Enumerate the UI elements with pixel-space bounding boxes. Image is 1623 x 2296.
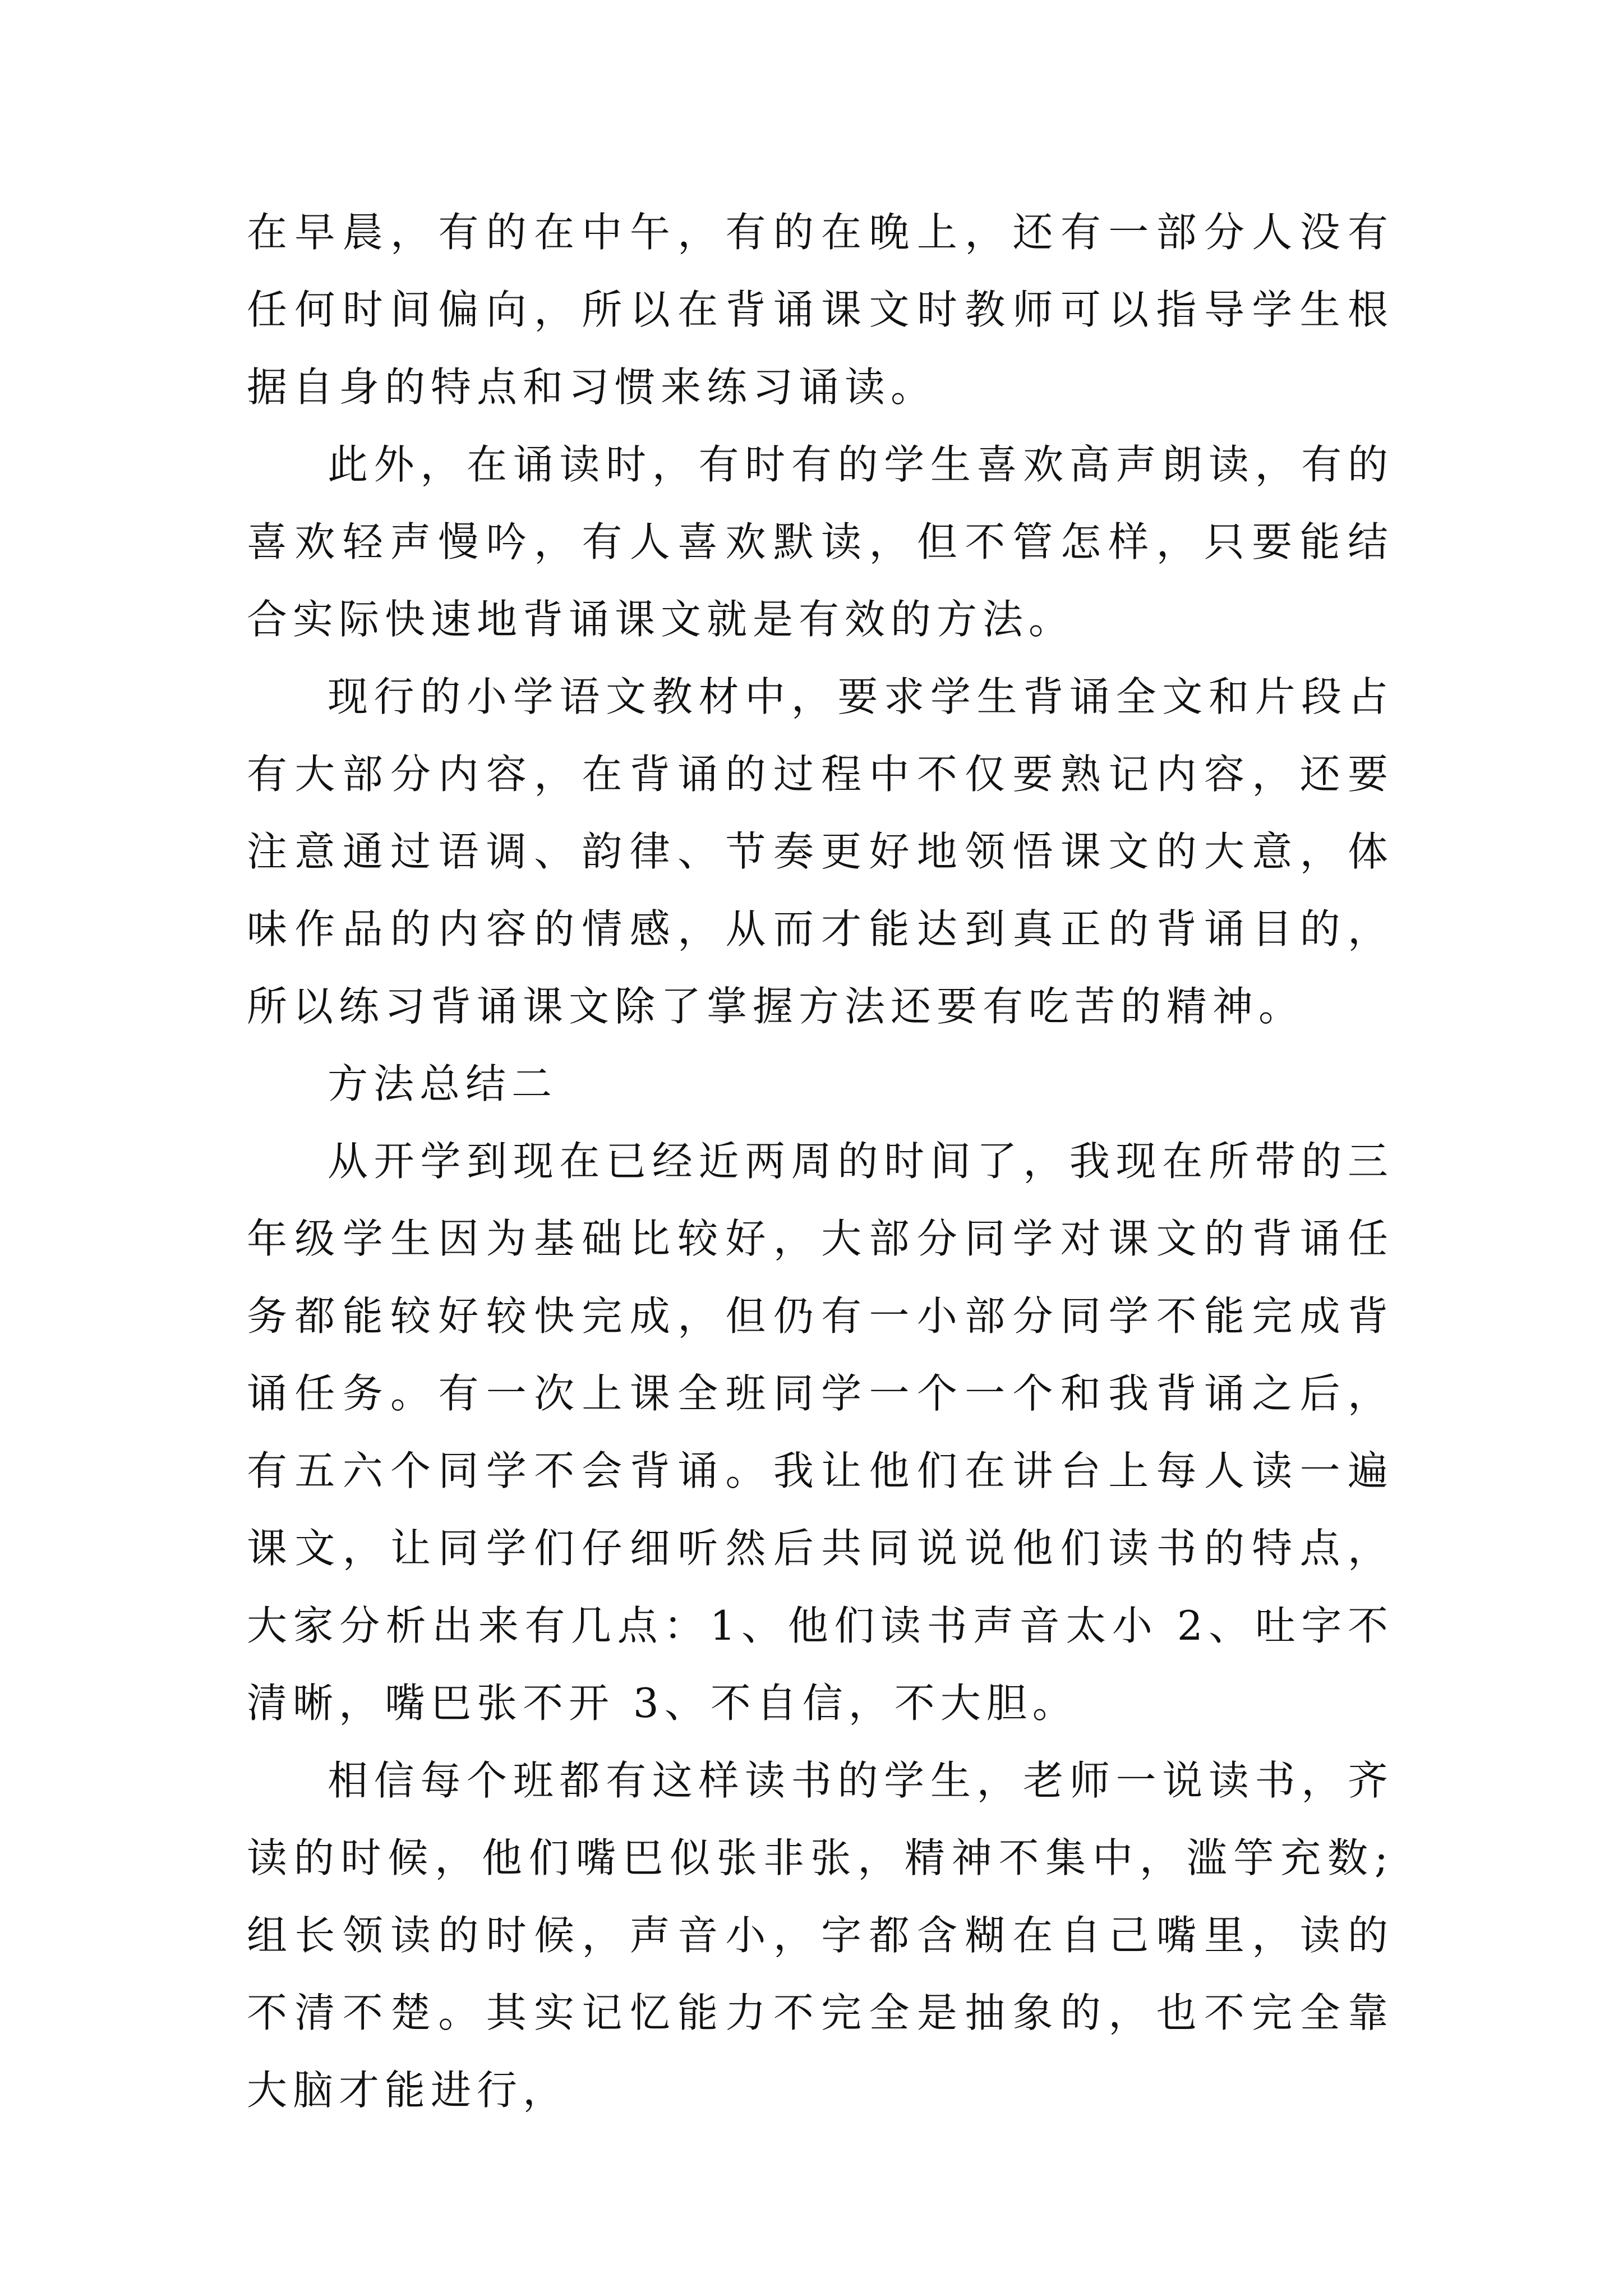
paragraph-reading-styles: 此外，在诵读时，有时有的学生喜欢高声朗读，有的喜欢轻声慢吟，有人喜欢默读，但不管怎样，只要能结合实际快速地背诵课文就是有效的方法。 bbox=[247, 441, 1394, 643]
paragraph-reading-habits: 相信每个班都有这样读书的学生，老师一说读书，齐读的时候，他们嘴巴似张非张，精神不集中，滥竽充数;组长领读的时候，声音小，字都含糊在自己嘴里，读的不清不楚。其实记忆能力不完全是抽象的，也不完全靠大脑才能进行， bbox=[247, 1757, 1394, 2114]
paragraph-class-observation: 从开学到现在已经近两周的时间了，我现在所带的三年级学生因为基础比较好，大部分同学对课文的背诵任务都能较好较快完成，但仍有一小部分同学不能完成背诵任务。有一次上课全班同学一个一个和我背诵之后，有五六个同学不会背诵。我让他们在讲台上每人读一遍课文，让同学们仔细听然后共同说说他们读书的特点，大家分析出来有几点：1、他们读书声音太小 2、吐字不清晰，嘴巴张不开 3、不自信，不大胆。 bbox=[247, 1138, 1394, 1727]
body-text bbox=[247, 194, 1394, 2129]
paragraph-continuation: 在早晨，有的在中午，有的在晚上，还有一部分人没有任何时间偏向，所以在背诵课文时教师可以指导学生根据自身的特点和习惯来练习诵读。 bbox=[247, 209, 1394, 411]
paragraph-textbook-requirements: 现行的小学语文教材中，要求学生背诵全文和片段占有大部分内容，在背诵的过程中不仅要熟记内容，还要注意通过语调、韵律、节奏更好地领悟课文的大意，体味作品的内容的情感，从而才能达到真正的背诵目的，所以练习背诵课文除了掌握方法还要有吃苦的精神。 bbox=[247, 673, 1394, 1030]
section-heading: 方法总结二 bbox=[328, 1060, 558, 1107]
